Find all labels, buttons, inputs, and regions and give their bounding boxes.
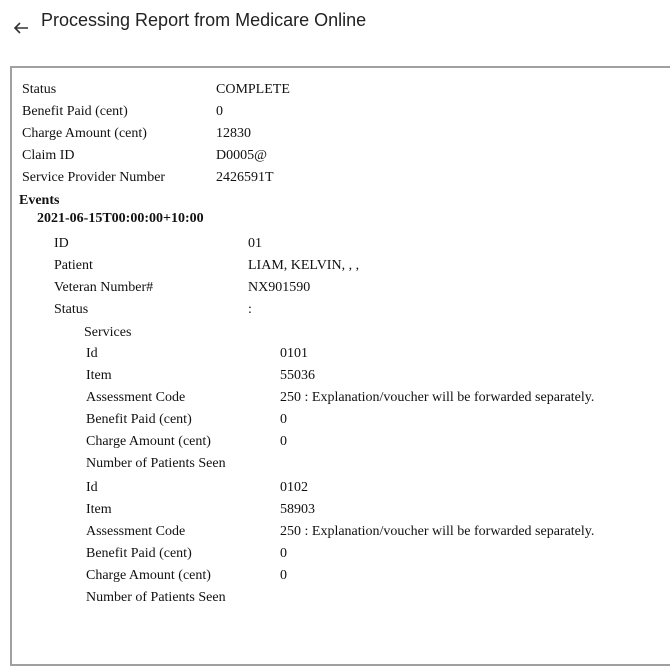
field-label: Charge Amount (cent) bbox=[22, 126, 147, 141]
report-panel bbox=[10, 66, 670, 666]
field-row bbox=[86, 365, 594, 387]
field-label: Benefit Paid (cent) bbox=[86, 546, 192, 561]
event-date: 2021-06-15T00:00:00+10:00 bbox=[37, 211, 204, 226]
field-value: D0005@ bbox=[216, 148, 268, 163]
field-label: Number of Patients Seen bbox=[86, 590, 226, 605]
services-heading: Services bbox=[84, 325, 132, 340]
field-value: 55036 bbox=[280, 368, 315, 383]
field-label: Item bbox=[86, 502, 112, 517]
arrow-left-icon[interactable] bbox=[11, 18, 31, 38]
field-label: Patient bbox=[54, 258, 93, 273]
field-label: Benefit Paid (cent) bbox=[86, 412, 192, 427]
field-value: 01 bbox=[248, 236, 262, 251]
field-row bbox=[22, 167, 290, 189]
field-label: Charge Amount (cent) bbox=[86, 568, 211, 583]
field-label: Veteran Number# bbox=[54, 280, 154, 295]
field-value: 250 : Explanation/voucher will be forwarded separately. bbox=[280, 390, 595, 405]
field-row bbox=[22, 101, 290, 123]
field-value: 0 bbox=[280, 546, 287, 561]
field-value: 58903 bbox=[280, 502, 315, 517]
field-label: Service Provider Number bbox=[22, 170, 166, 185]
field-label: Assessment Code bbox=[86, 524, 186, 539]
events-heading: Events bbox=[19, 193, 60, 208]
field-value: 2426591T bbox=[216, 170, 274, 185]
field-row bbox=[22, 123, 290, 145]
field-row bbox=[86, 409, 594, 431]
field-label: Charge Amount (cent) bbox=[86, 434, 211, 449]
field-row bbox=[54, 299, 359, 321]
field-value: 0102 bbox=[280, 480, 308, 495]
field-value: COMPLETE bbox=[216, 82, 290, 97]
service-item bbox=[86, 343, 594, 475]
service-item bbox=[86, 477, 594, 609]
field-row bbox=[86, 587, 594, 609]
field-row bbox=[54, 233, 359, 255]
field-row bbox=[86, 499, 594, 521]
field-label: Number of Patients Seen bbox=[86, 456, 226, 471]
field-label: Id bbox=[86, 480, 98, 495]
field-row bbox=[22, 145, 290, 167]
field-row bbox=[86, 343, 594, 365]
field-row bbox=[86, 387, 594, 409]
field-label: Claim ID bbox=[22, 148, 75, 163]
field-row bbox=[86, 565, 594, 587]
field-row bbox=[86, 543, 594, 565]
field-value: : bbox=[248, 302, 252, 317]
page-header bbox=[0, 0, 670, 50]
field-value: 0 bbox=[280, 412, 287, 427]
field-value: 0 bbox=[216, 104, 223, 119]
field-label: Benefit Paid (cent) bbox=[22, 104, 128, 119]
event-fields bbox=[54, 233, 359, 321]
field-value: 0 bbox=[280, 568, 287, 583]
field-label: Item bbox=[86, 368, 112, 383]
claim-summary bbox=[22, 79, 290, 189]
field-label: ID bbox=[54, 236, 69, 251]
field-label: Assessment Code bbox=[86, 390, 186, 405]
field-value: 12830 bbox=[216, 126, 251, 141]
page-title: Processing Report from Medicare Online bbox=[41, 10, 367, 30]
field-value: NX901590 bbox=[248, 280, 311, 295]
field-label: Id bbox=[86, 346, 98, 361]
field-row bbox=[86, 453, 594, 475]
field-value: 0101 bbox=[280, 346, 308, 361]
field-value: LIAM, KELVIN, , , bbox=[248, 258, 360, 273]
field-row bbox=[54, 255, 359, 277]
field-row bbox=[86, 477, 594, 499]
field-row bbox=[86, 431, 594, 453]
field-row bbox=[86, 521, 594, 543]
field-row bbox=[22, 79, 290, 101]
field-label: Status bbox=[22, 82, 57, 97]
field-row bbox=[54, 277, 359, 299]
field-value: 250 : Explanation/voucher will be forwarded separately. bbox=[280, 524, 595, 539]
field-label: Status bbox=[54, 302, 89, 317]
field-value: 0 bbox=[280, 434, 287, 449]
